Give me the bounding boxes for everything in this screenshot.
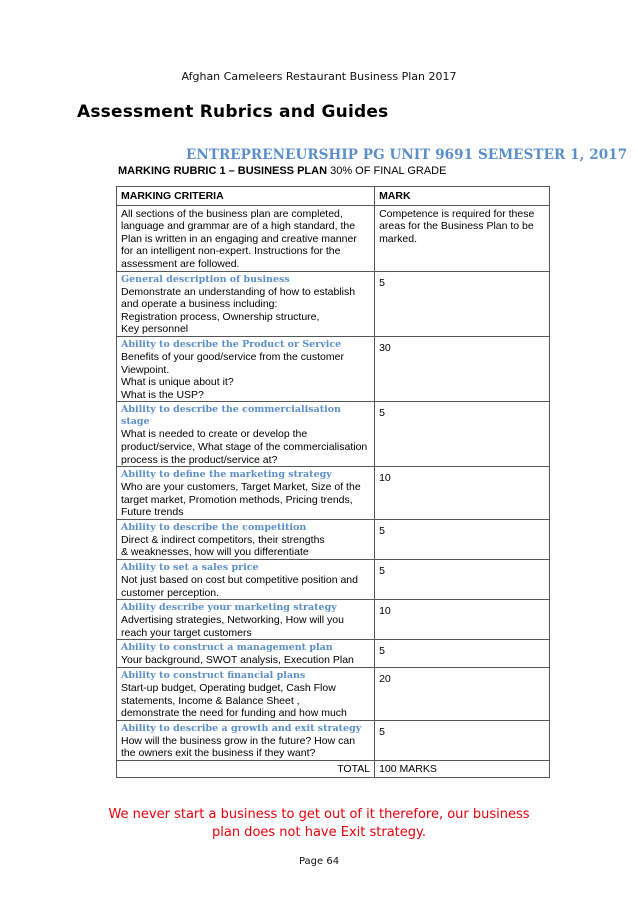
criteria-cell bbox=[117, 519, 375, 559]
criteria-description: Start-up budget, Operating budget, Cash Flow statements, Income & Balance Sheet , demonstrate the need for funding and how much bbox=[121, 682, 347, 720]
page-number: Page 64 bbox=[298, 856, 340, 867]
criteria-description: Direct & indirect competitors, their strengths & weaknesses, how will you differentiate bbox=[121, 533, 325, 559]
criteria-description: What is needed to create or develop the product/service, What stage of the commercialisation process is the product/service at? bbox=[121, 428, 368, 466]
criteria-cell bbox=[117, 720, 375, 760]
total-value: 100 MARKS bbox=[375, 761, 550, 778]
criteria-cell bbox=[117, 205, 375, 271]
table-row bbox=[117, 560, 550, 600]
column-header-mark: MARK bbox=[375, 187, 550, 206]
mark-cell: Competence is required for these areas for the Business Plan to be marked. bbox=[375, 205, 550, 271]
table-row bbox=[117, 271, 550, 336]
mark-cell: 5 bbox=[375, 271, 550, 336]
mark-cell: 5 bbox=[375, 560, 550, 600]
mark-cell: 5 bbox=[375, 402, 550, 467]
criteria-title: Ability to describe a growth and exit strategy bbox=[121, 722, 362, 734]
rubric-title: ENTREPRENEURSHIP PG UNIT 9691 SEMESTER 1, 2017 bbox=[186, 147, 628, 163]
criteria-description: Advertising strategies, Networking, How will you reach your target customers bbox=[121, 614, 344, 639]
criteria-cell bbox=[117, 600, 375, 640]
table-row bbox=[117, 402, 550, 467]
criteria-cell bbox=[117, 467, 375, 520]
criteria-title: Ability to describe the Product or Service bbox=[121, 338, 342, 350]
mark-cell: 30 bbox=[375, 336, 550, 401]
page-heading: Assessment Rubrics and Guides bbox=[77, 102, 389, 122]
criteria-cell bbox=[117, 668, 375, 721]
table-row bbox=[117, 640, 550, 668]
criteria-description: All sections of the business plan are completed, language and grammar are of a high standard, the Plan is written in an engaging and creative manner for an intelligent non-expert. Instructions for the assessment are followed. bbox=[121, 207, 357, 270]
criteria-title: Ability describe your marketing strategy bbox=[121, 602, 337, 614]
mark-cell: 5 bbox=[375, 519, 550, 559]
criteria-title: Ability to define the marketing strategy bbox=[121, 469, 332, 481]
column-header-criteria: MARKING CRITERIA bbox=[117, 187, 375, 206]
total-label: TOTAL bbox=[117, 761, 375, 778]
mark-cell: 5 bbox=[375, 640, 550, 668]
criteria-cell bbox=[117, 271, 375, 336]
criteria-description: Demonstrate an understanding of how to establish and operate a business including: Registration process, Ownership structure, Key personnel bbox=[121, 285, 356, 336]
mark-cell: 10 bbox=[375, 600, 550, 640]
criteria-description: Who are your customers, Target Market, Size of the target market, Promotion methods, Pricing trends, Future trends bbox=[121, 481, 361, 519]
table-header-row bbox=[117, 187, 550, 206]
criteria-title: Ability to describe the competition bbox=[121, 521, 307, 533]
criteria-title: General description of business bbox=[121, 273, 290, 285]
criteria-title: Ability to describe the commercialisation stage bbox=[121, 404, 341, 428]
table-row bbox=[117, 336, 550, 401]
rubric-subtitle-bold: MARKING RUBRIC 1 – BUSINESS PLAN bbox=[118, 165, 328, 177]
marking-rubric-table bbox=[116, 186, 550, 778]
table-row bbox=[117, 467, 550, 520]
exit-strategy-note-line2: plan does not have Exit strategy. bbox=[211, 825, 426, 840]
criteria-title: Ability to construct a management plan bbox=[121, 642, 333, 654]
criteria-cell bbox=[117, 402, 375, 467]
rubric-subtitle bbox=[118, 165, 446, 177]
document-header: Afghan Cameleers Restaurant Business Plan 2017 bbox=[181, 70, 457, 83]
table-row bbox=[117, 519, 550, 559]
criteria-title: Ability to set a sales price bbox=[121, 562, 259, 574]
table-row bbox=[117, 205, 550, 271]
criteria-cell bbox=[117, 560, 375, 600]
exit-strategy-note bbox=[0, 806, 638, 842]
mark-cell: 5 bbox=[375, 720, 550, 760]
table-row bbox=[117, 668, 550, 721]
total-row bbox=[117, 761, 550, 778]
criteria-description: Benefits of your good/service from the customer Viewpoint. What is unique about it? What is the USP? bbox=[121, 350, 344, 401]
criteria-cell bbox=[117, 336, 375, 401]
criteria-description: Your background, SWOT analysis, Execution Plan bbox=[121, 654, 354, 667]
table-row bbox=[117, 720, 550, 760]
mark-cell: 10 bbox=[375, 467, 550, 520]
criteria-description: Not just based on cost but competitive position and customer perception. bbox=[121, 574, 358, 599]
mark-cell: 20 bbox=[375, 668, 550, 721]
exit-strategy-note-line1: We never start a business to get out of it therefore, our business bbox=[108, 807, 530, 822]
rubric-body bbox=[117, 205, 550, 760]
criteria-title: Ability to construct financial plans bbox=[121, 670, 306, 682]
table-row bbox=[117, 600, 550, 640]
criteria-cell bbox=[117, 640, 375, 668]
rubric-subtitle-rest: 30% OF FINAL GRADE bbox=[327, 165, 447, 177]
criteria-description: How will the business grow in the future? How can the owners exit the business if they want? bbox=[121, 734, 356, 760]
